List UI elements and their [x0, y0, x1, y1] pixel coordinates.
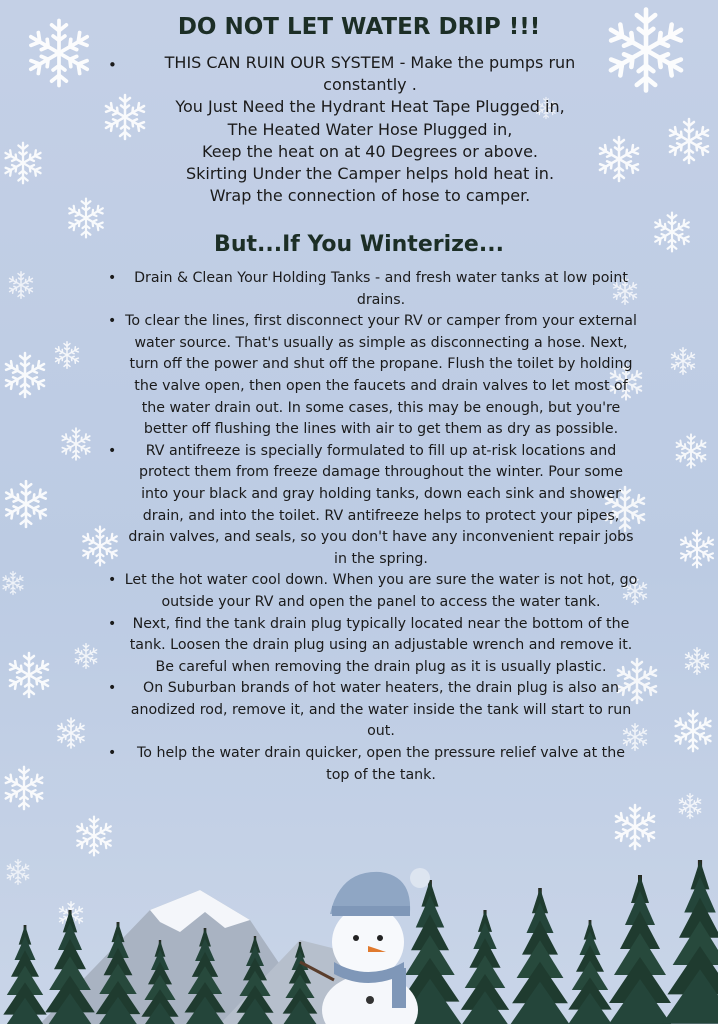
bullet-marker: •: [108, 270, 117, 286]
bullet-marker: •: [108, 442, 117, 459]
snowflake-icon: [676, 528, 718, 570]
intro-line: You Just Need the Hydrant Heat Tape Plugged in,: [175, 97, 565, 117]
winter-scene: [0, 850, 718, 1024]
snowflake-icon: [72, 642, 100, 670]
snowflake-icon: [0, 478, 52, 530]
list-item: [108, 614, 638, 679]
intro-block: [120, 52, 620, 207]
intro-line: The Heated Water Hose Plugged in,: [227, 119, 513, 139]
snowflake-icon: [52, 340, 82, 370]
intro-line: constantly .: [323, 75, 417, 95]
list-item: [108, 441, 638, 571]
list-item-text: To help the water drain quicker, open the pressure relief valve at the top of the tank.: [137, 745, 625, 783]
snowflake-icon: [670, 708, 716, 754]
list-item: [108, 268, 638, 311]
snowflake-icon: [4, 650, 54, 700]
snowflake-icon: [0, 350, 50, 400]
bullet-marker: •: [108, 572, 117, 589]
list-item-text: Let the hot water cool down. When you are sure the water is not hot, go outside your RV and open the panel to access the water tank.: [124, 572, 638, 610]
bullet-marker: •: [108, 745, 117, 762]
bullet-marker: •: [108, 615, 117, 632]
snowflake-icon: [58, 426, 94, 462]
list-item: [108, 678, 638, 743]
winterize-steps: [108, 268, 638, 786]
snowflake-icon: [0, 140, 46, 186]
bullet-marker: •: [108, 56, 117, 74]
snowflake-icon: [6, 270, 36, 300]
snowflake-icon: [610, 802, 660, 852]
snowflake-icon: [668, 346, 698, 376]
list-item: [108, 311, 638, 441]
list-item-text: RV antifreeze is specially formulated to fill up at-risk locations and protect them from freeze damage throughout the winter. Pour some into your black and gray holding tanks, down each sink and shower drain, and into the toilet. RV antifreeze helps to protect your pipes, drain valves, and seals, so you don't have any inconvenient repair jobs in the spring.: [128, 442, 634, 567]
snowflake-icon: [676, 792, 704, 820]
list-item-text: To clear the lines, first disconnect your RV or camper from your external water source. That's usually as simple as disconnecting a hose. Next, turn off the power and shut off the propane. Flush the toilet by holding the valve open, then open the faucets and drain valves to let most of the water drain out. In some cases, this may be enough, but you're better off flushing the lines with air to get them as dry as possible.: [125, 313, 637, 438]
snowflake-icon: [682, 646, 712, 676]
snowflake-icon: [54, 716, 88, 750]
section-heading: But...If You Winterize...: [214, 232, 504, 257]
bullet-marker: •: [108, 680, 117, 697]
list-item: [108, 743, 638, 786]
page-title: DO NOT LET WATER DRIP !!!: [177, 14, 541, 40]
snowflake-icon: [672, 432, 710, 470]
list-item: [108, 570, 638, 613]
intro-line: Keep the heat on at 40 Degrees or above.: [202, 141, 538, 161]
snowflake-icon: [0, 764, 48, 812]
intro-line: Wrap the connection of hose to camper.: [209, 186, 531, 206]
list-item-text: Drain & Clean Your Holding Tanks - and fresh water tanks at low point drains.: [134, 270, 628, 308]
snowflake-icon: [664, 116, 714, 166]
intro-line: Skirting Under the Camper helps hold heat in.: [185, 164, 555, 184]
list-item-text: Next, find the tank drain plug typically located near the bottom of the tank. Loosen the drain plug using an adjustable wrench and remove it. Be careful when removing the drain plug as it is usually plastic.: [129, 615, 633, 675]
snowflake-icon: [0, 570, 26, 596]
bullet-marker: •: [108, 313, 117, 330]
list-item-text: On Suburban brands of hot water heaters, the drain plug is also an anodized rod, remove it, and the water inside the tank will start to run out.: [130, 680, 632, 740]
intro-line: THIS CAN RUIN OUR SYSTEM - Make the pumps run: [164, 53, 576, 72]
